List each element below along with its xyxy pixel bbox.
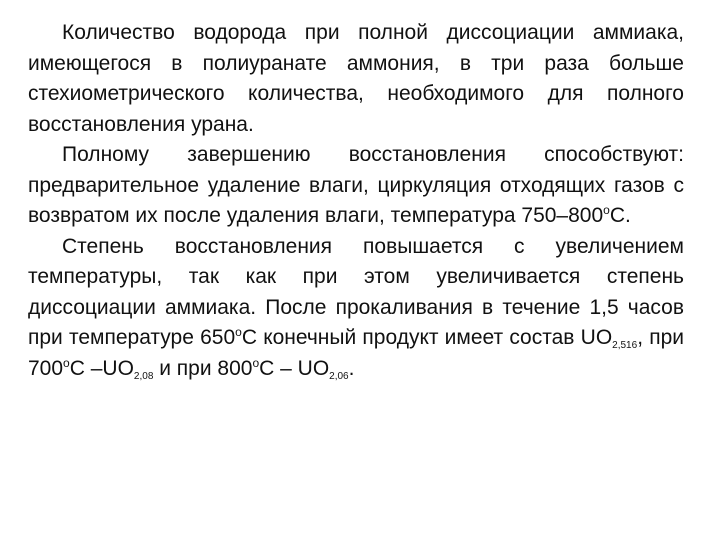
formula-subscript: 2,06 [329, 370, 349, 382]
degree-superscript: о [235, 325, 242, 339]
paragraph-text: . [348, 356, 355, 380]
paragraph-reduction-degree [28, 232, 684, 385]
paragraph-text: С конечный продукт имеет состав UO [241, 326, 613, 349]
paragraph-text: , при 700 [28, 326, 684, 380]
paragraph-text: С –UO [69, 356, 134, 380]
slide-content [28, 18, 684, 384]
paragraph-text: и при 800 [153, 356, 253, 380]
paragraph-hydrogen-amount [28, 18, 684, 140]
formula-subscript: 2,08 [133, 370, 154, 382]
formula-subscript: 2,516 [612, 340, 638, 351]
degree-superscript: о [63, 355, 70, 370]
paragraph-text: Количество водорода при полной диссоциации аммиака, имеющегося в полиуранате аммония, в три раза больше стехиометрического количества, необходимого для полного восстановления урана. [28, 21, 684, 136]
paragraph-text: Степень восстановления повышается с увеличением температуры, так как при этом увеличивается степень диссоциации аммиака. После прокаливания в течение 1,5 часов при температуре 650 [28, 234, 684, 349]
paragraph-text: С. [609, 204, 631, 227]
paragraph-text: С – UO [259, 356, 330, 380]
degree-superscript: о [252, 355, 260, 370]
degree-superscript: о [603, 203, 610, 217]
paragraph-text: Полному завершению восстановления способствуют: предварительное удаление влаги, циркуляция отходящих газов с возвратом их после удаления влаги, температура 750–800 [28, 143, 684, 227]
paragraph-reduction-conditions [28, 140, 684, 232]
